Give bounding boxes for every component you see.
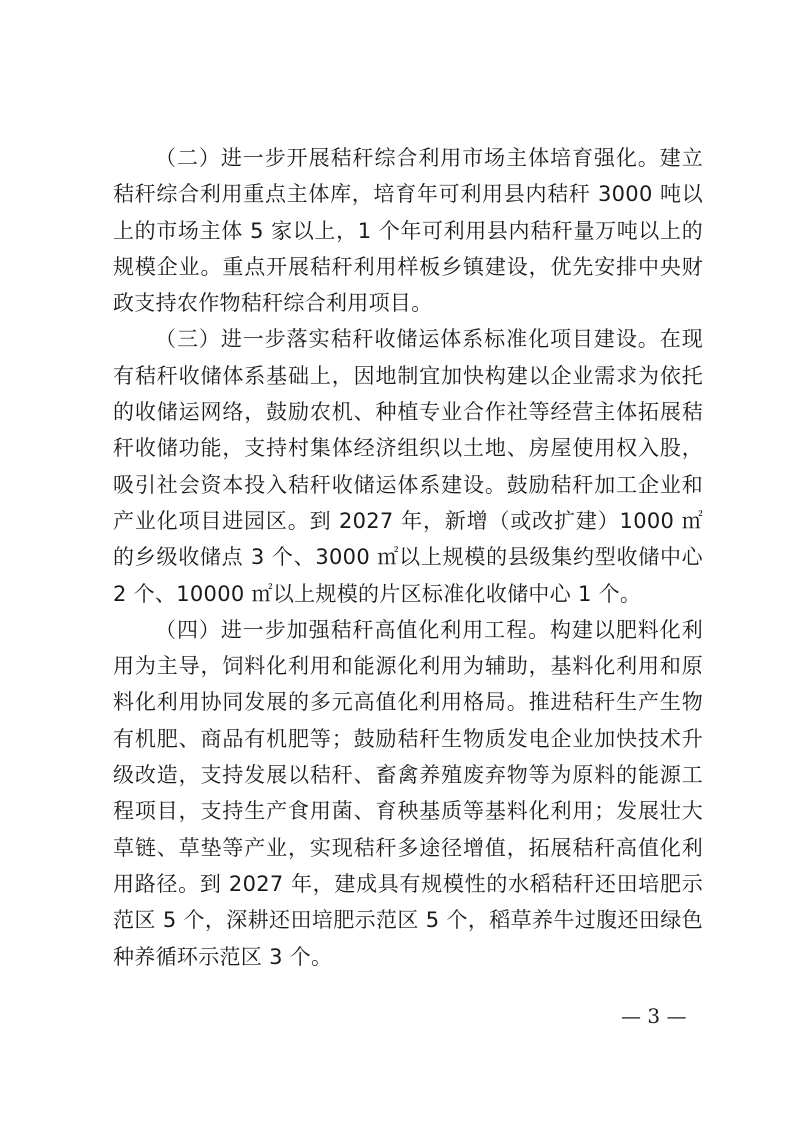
paragraph-3: （三）进一步落实秸秆收储运体系标准化项目建设。在现有秸秆收储体系基础上，因地制宜加快构建以企业需求为依托的收储运网络，鼓励农机、种植专业合作社等经营主体拓展秸秆收储功能，支持村集体经济组织以土地、房屋使用权入股，吸引社会资本投入秸秆收储运体系建设。鼓励秸秆加工企业和产业化项目进园区。到 2027 年，新增（或改扩建）1000 ㎡的乡级收储点 3 个、3000 ㎡以上规模的县级集约型收储中心 2 个、10000 ㎡以上规模的片区标准化收储中心 1 个。: [113, 327, 703, 606]
document-body: [113, 140, 703, 975]
paragraph-4: （四）进一步加强秸秆高值化利用工程。构建以肥料化利用为主导，饲料化利用和能源化利用为辅助，基料化利用和原料化利用协同发展的多元高值化利用格局。推进秸秆生产生物有机肥、商品有机肥等；鼓励秸秆生物质发电企业加快技术升级改造，支持发展以秸秆、畜禽养殖废弃物等为原料的能源工程项目，支持生产食用菌、育秧基质等基料化利用；发展壮大草链、草垫等产业，实现秸秆多途径增值，拓展秸秆高值化利用路径。到 2027 年，建成具有规模性的水稻秸秆还田培肥示范区 5 个，深耕还田培肥示范区 5 个，稻草养牛过腹还田绿色种养循环示范区 3 个。: [113, 617, 703, 969]
page-number: — 3 —: [621, 1004, 687, 1028]
paragraph-2: （二）进一步开展秸秆综合利用市场主体培育强化。建立秸秆综合利用重点主体库，培育年可利用县内秸秆 3000 吨以上的市场主体 5 家以上，1 个年可利用县内秸秆量万吨以上的规模企业。重点开展秸秆利用样板乡镇建设，优先安排中央财政支持农作物秸秆综合利用项目。: [113, 146, 703, 316]
